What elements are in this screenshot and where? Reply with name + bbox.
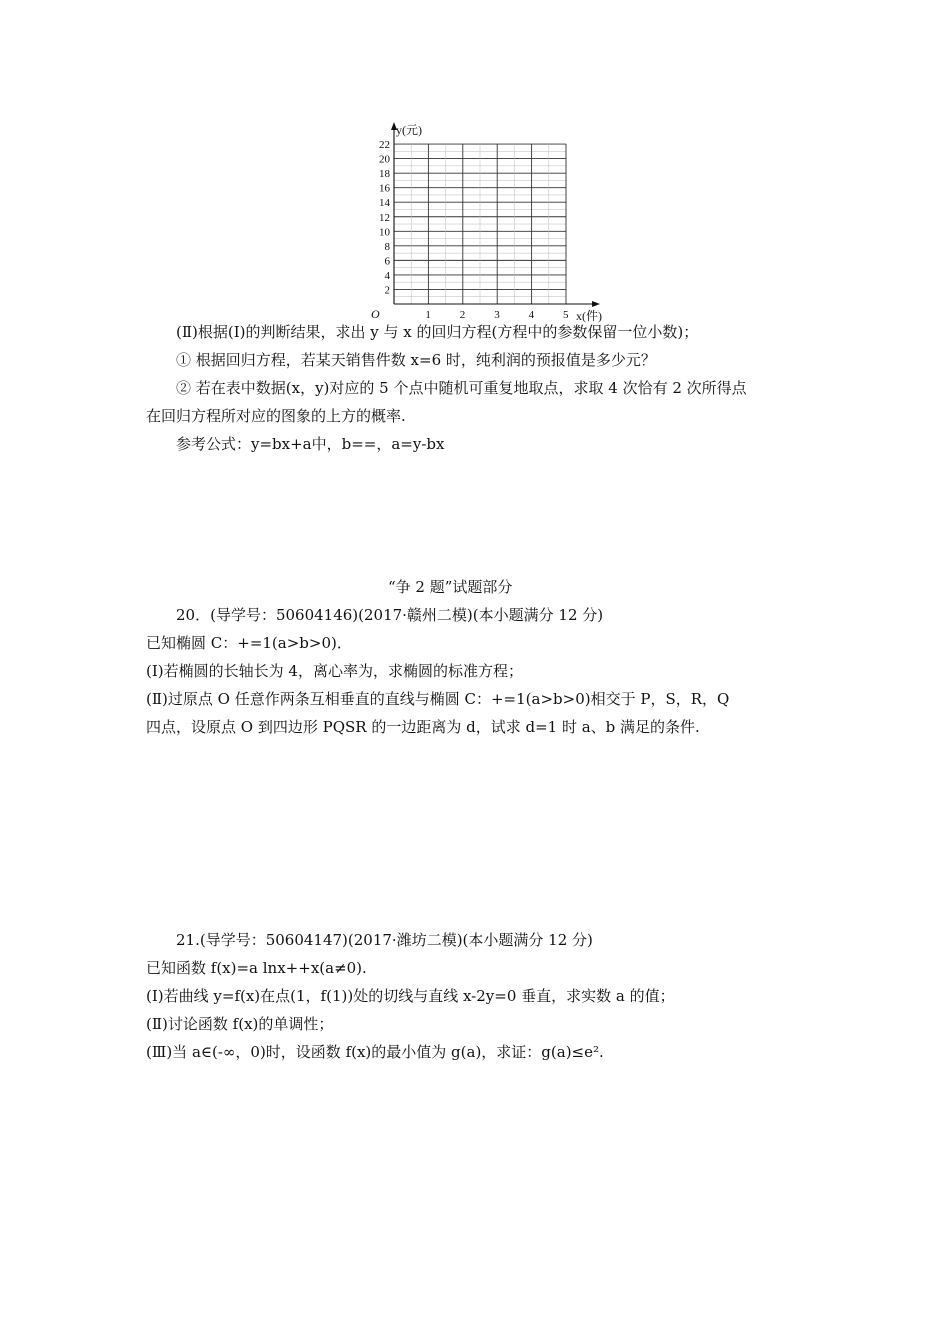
y-tick-label: 12 bbox=[379, 211, 390, 224]
q21-header: 21.(导学号：50604147)(2017·潍坊二模)(本小题满分 12 分) bbox=[176, 931, 593, 949]
y-tick-label: 14 bbox=[379, 197, 390, 210]
reference-formula: 参考公式：y=bx+a中，b==，a=y-bx bbox=[176, 435, 445, 453]
q20-line-2: (Ⅰ)若椭圆的长轴长为 4，离心率为，求椭圆的标准方程； bbox=[146, 662, 523, 680]
q21-line-1: 已知函数 f(x)=a lnx++x(a≠0). bbox=[146, 959, 367, 977]
x-tick-label: 3 bbox=[494, 309, 500, 321]
y-axis-label: y(元) bbox=[396, 123, 422, 137]
q21-line-2: (Ⅰ)若曲线 y=f(x)在点(1，f(1))处的切线与直线 x-2y=0 垂直，求实数 a 的值； bbox=[146, 987, 675, 1005]
x-axis-label: x(件) bbox=[576, 309, 602, 323]
y-tick-label: 22 bbox=[379, 139, 390, 152]
q20-line-3: (Ⅱ)过原点 O 任意作两条互相垂直的直线与椭圆 C：+=1(a>b>0)相交于 P，S，R，Q bbox=[146, 690, 730, 708]
x-tick-label: 5 bbox=[563, 309, 569, 321]
q20-line-1: 已知椭圆 C：+=1(a>b>0)． bbox=[146, 634, 352, 652]
part2-line-4: 在回归方程所对应的图象的上方的概率. bbox=[146, 407, 406, 425]
q21-line-4: (Ⅲ)当 a∈(-∞，0)时，设函数 f(x)的最小值为 g(a)，求证：g(a)≤e². bbox=[146, 1043, 604, 1061]
y-tick-label: 16 bbox=[379, 182, 390, 195]
y-tick-label: 10 bbox=[379, 226, 390, 239]
y-tick-label: 18 bbox=[379, 168, 390, 181]
coordinate-grid bbox=[360, 118, 620, 332]
q20-line-4: 四点，设原点 O 到四边形 PQSR 的一边距离为 d，试求 d=1 时 a、b 满足的条件. bbox=[146, 718, 700, 736]
y-tick-label: 2 bbox=[384, 284, 390, 297]
origin-label: O bbox=[371, 307, 380, 321]
x-tick-label: 2 bbox=[459, 309, 466, 321]
y-tick-label: 6 bbox=[384, 255, 390, 268]
y-tick-label: 8 bbox=[384, 240, 390, 253]
part2-line-2: ① 根据回归方程，若某天销售件数 x=6 时，纯利润的预报值是多少元？ bbox=[176, 351, 656, 369]
q21-line-3: (Ⅱ)讨论函数 f(x)的单调性； bbox=[146, 1015, 334, 1033]
q20-header: 20．(导学号：50604146)(2017·赣州二模)(本小题满分 12 分) bbox=[176, 606, 604, 624]
x-tick-label: 1 bbox=[425, 309, 431, 321]
section-title: “争 2 题”试题部分 bbox=[388, 578, 513, 596]
x-tick-label: 4 bbox=[528, 309, 535, 321]
x-axis-arrow bbox=[592, 301, 600, 307]
grid-chart bbox=[360, 118, 620, 328]
y-tick-label: 20 bbox=[379, 153, 390, 166]
y-tick-label: 4 bbox=[384, 269, 390, 282]
part2-line-1: (Ⅱ)根据(Ⅰ)的判断结果，求出 y 与 x 的回归方程(方程中的参数保留一位小数)； bbox=[176, 323, 699, 341]
part2-line-3: ② 若在表中数据(x，y)对应的 5 个点中随机可重复地取点，求取 4 次恰有 2 次所得点 bbox=[176, 379, 747, 397]
